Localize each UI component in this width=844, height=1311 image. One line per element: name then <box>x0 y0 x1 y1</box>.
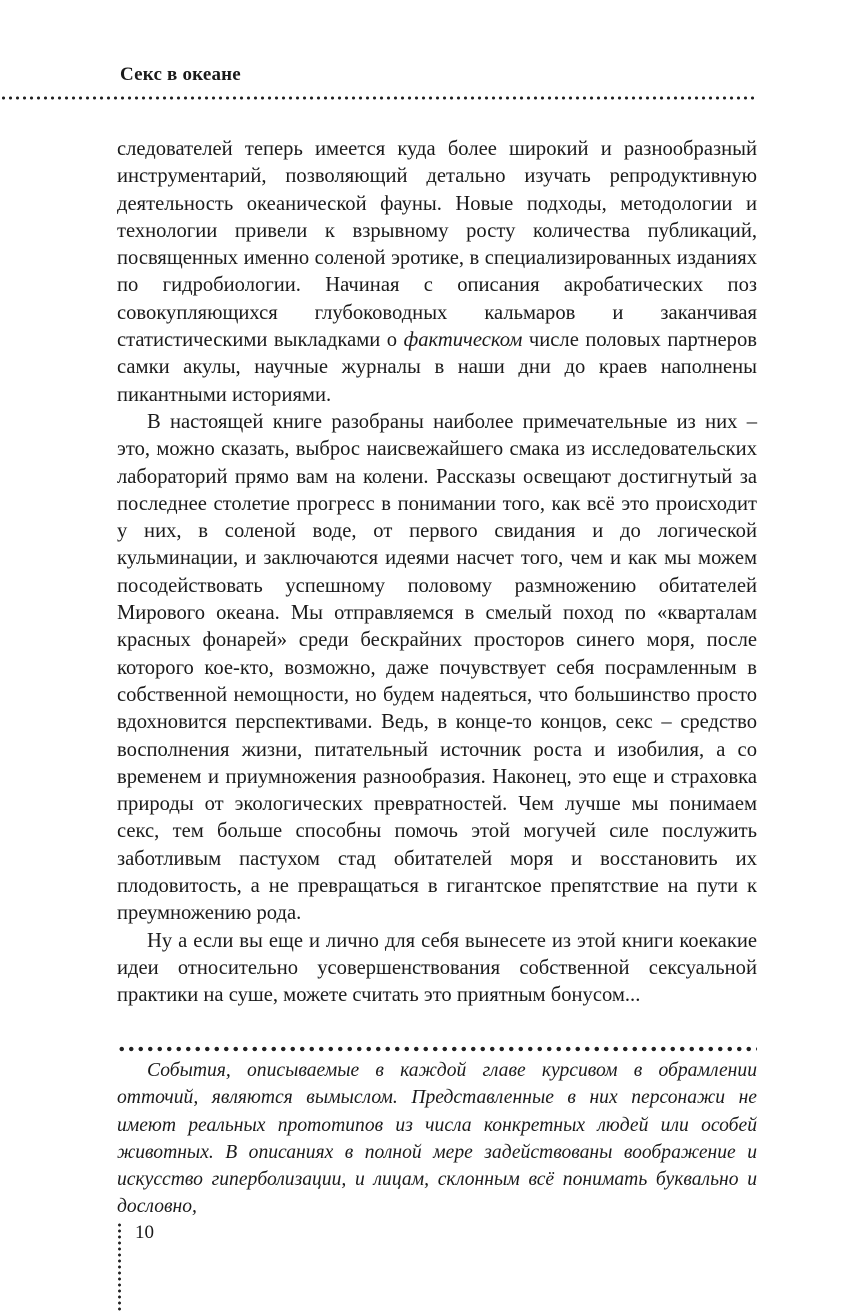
header-dotted-rule <box>0 95 758 101</box>
paragraph-2: В настоящей книге разобраны наиболее примечательные из них – это, можно сказать, выброс наисвежайшего смака из исследовательских лабораторий прямо вам на колени. Рассказы освещают достигнутый за последнее столетие прогресс в понимании того, как всё это происходит у них, в соленой воде, от первого свидания и до логической кульминации, и заключаются идеями насчет того, чем и как мы можем посодействовать успешному половому размножению обитателей Мирового океана. Мы отправляемся в смелый поход по «кварталам красных фонарей» среди бескрайних просторов синего моря, после которого кое-кто, возможно, даже почувствует себя посрамленным в собственной немощности, но будем надеяться, что большинство просто вдохновится перспективами. Ведь, в конце-то концов, секс – средство восполнения жизни, питательный источник роста и изобилия, а со временем и приумножения разнообразия. Наконец, это еще и страховка природы от экологических превратностей. Чем лучше мы понимаем секс, тем больше способны помочь этой могучей силе послужить заботливым пастухом стад обитателей моря и восстановить их плодовитость, а не превращаться в гигантское препятствие на пути к преумножению рода. <box>117 410 757 925</box>
paragraph-1 <box>117 136 757 409</box>
paragraph-1-emphasis: фактическом <box>403 329 523 352</box>
paragraph-3: Ну а если вы еще и лично для себя вынесете из этой книги коекакие идеи относительно усовершенствования собственной сексуальной практики на суше, можете считать это приятным бонусом... <box>117 929 757 1007</box>
body-text <box>117 136 757 1010</box>
footer-dotted-rule <box>117 1222 122 1311</box>
paragraph-1-end: числе половых партнеров самки акулы, научные журналы в наши дни до краев наполнены пикантными историями. <box>117 329 757 406</box>
page-number: 10 <box>135 1222 154 1243</box>
paragraph-1-text: следователей теперь имеется куда более широкий и разнообразный инструментарий, позволяющий детально изучать репродуктивную деятельность океанической фауны. Новые подходы, методологии и технологии привели к взрывному росту количества публикаций, посвященных именно соленой эротике, в специализированных изданиях по гидробиологии. Начиная с описания акробатических поз совокупляющихся глубоководных кальмаров и заканчивая статистическими выкладками о <box>117 138 757 352</box>
note-dotted-rule <box>117 1045 757 1053</box>
running-title: Секс в океане <box>120 64 241 85</box>
italic-note: События, описываемые в каждой главе курсивом в обрамлении отточий, являются вымыслом. Представленные в них персонажи не имеют реальных прототипов из числа конкретных людей или особей животных. В описаниях в полной мере задействованы воображение и искусство гиперболизации, и лицам, склонным всё понимать буквально и дословно, <box>117 1060 757 1218</box>
